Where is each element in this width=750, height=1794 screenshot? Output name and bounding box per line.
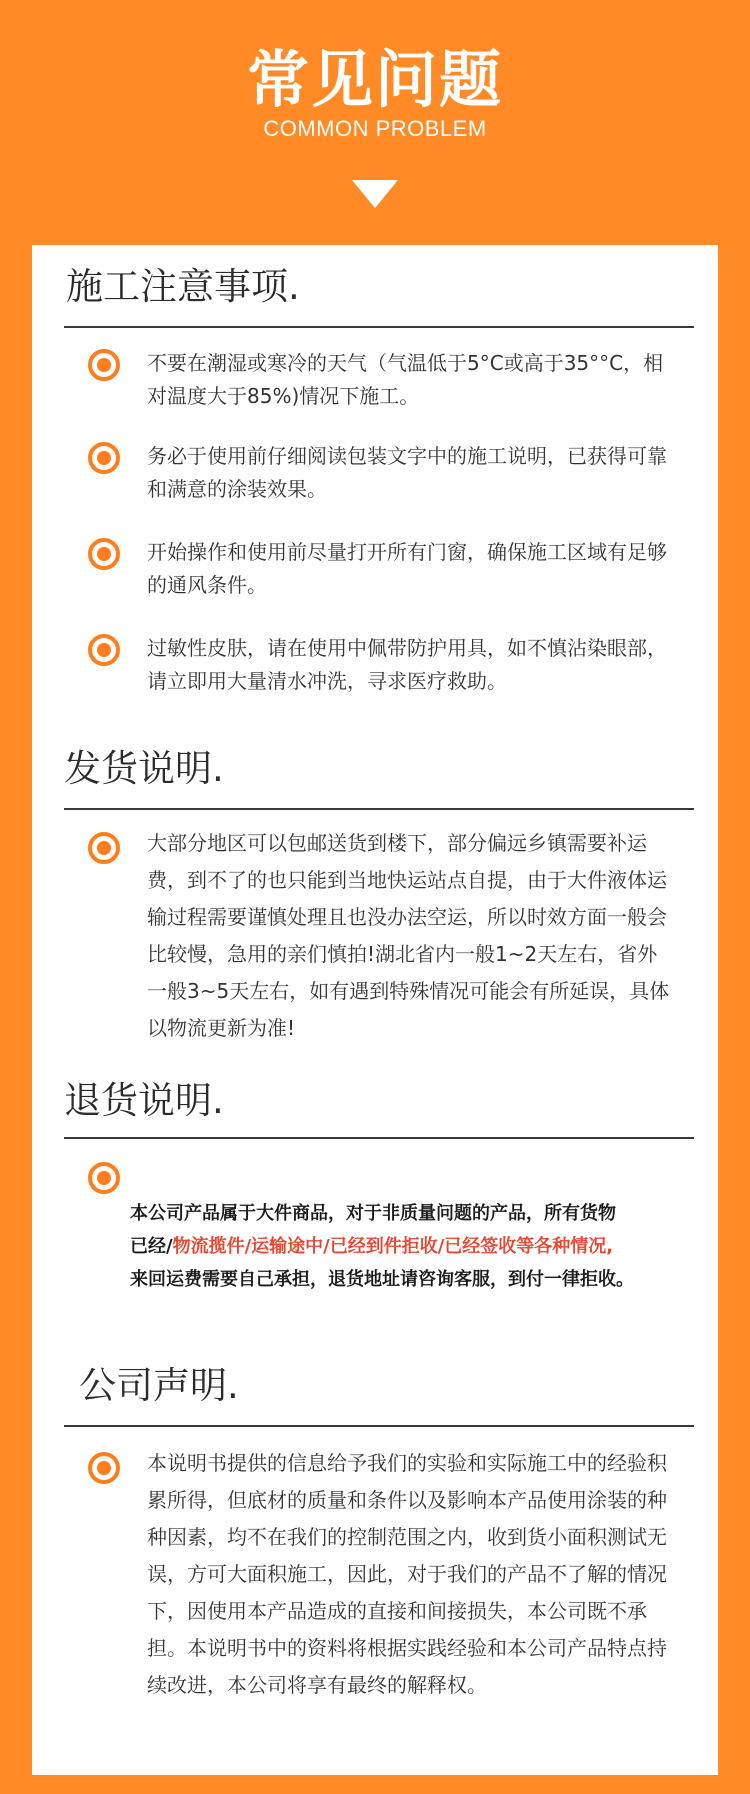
section-divider (64, 808, 694, 810)
statement-item-1: 本说明书提供的信息给予我们的实验和实际施工中的经验积累所得，但底材的质量和条件以及影响本产品使用涂装的种种因素，均不在我们的控制范围之内，收到货小面积测试无误，方可大面积施工，因此，对于我们的产品不了解的情况下，因使用本产品造成的直接和间接损失，本公司既不承担。本说明书中的资料将根据实践经验和本公司产品特点持续改进，本公司将享有最终的解释权。 (147, 1451, 667, 1697)
section-divider (64, 1425, 694, 1427)
section-title-construction: 施工注意事项. (66, 265, 300, 308)
target-circle-icon (88, 442, 120, 474)
triangle-down-icon (352, 180, 398, 208)
returns-notice-highlight: 物流揽件/运输途中/已经到件拒收/已经签收等各种情况, (172, 1236, 614, 1257)
returns-notice-line-2 (130, 1230, 692, 1263)
page-header (0, 0, 750, 245)
returns-notice-prefix: 已经/ (130, 1236, 173, 1257)
page-subtitle: COMMON PROBLEM (263, 116, 487, 141)
construction-item-2: 务必于使用前仔细阅读包装文字中的施工说明，已获得可靠和满意的涂装效果。 (147, 444, 667, 501)
target-circle-icon (88, 1452, 120, 1484)
shipping-item-1: 大部分地区可以包邮送货到楼下，部分偏远乡镇需要补运费，到不了的也只能到当地快运站点自提，由于大件液体运输过程需要谨慎处理且也没办法空运，所以时效方面一般会比较慢，急用的亲们慎拍!湖北省内一般1~2天左右，省外一般3~5天左右，如有遇到特殊情况可能会有所延误，具体以物流更新为准! (147, 831, 670, 1040)
returns-notice-line-3: 来回运费需要自己承担，退货地址请咨询客服，到付一律拒收。 (130, 1269, 634, 1290)
target-circle-icon (88, 349, 120, 381)
target-circle-icon (88, 832, 120, 864)
section-title-shipping: 发货说明. (64, 747, 224, 790)
section-title-returns: 退货说明. (64, 1079, 224, 1122)
construction-item-4: 过敏性皮肤，请在使用中佩带防护用具，如不慎沾染眼部，请立即用大量清水冲洗，寻求医疗救助。 (147, 636, 667, 693)
target-circle-icon (88, 634, 120, 666)
section-title-statement: 公司声明. (79, 1364, 239, 1407)
construction-item-3: 开始操作和使用前尽量打开所有门窗，确保施工区域有足够的通风条件。 (147, 540, 667, 597)
target-circle-icon (88, 538, 120, 570)
returns-notice (130, 1197, 692, 1296)
faq-card (32, 245, 718, 1775)
section-divider (64, 326, 694, 328)
construction-item-1: 不要在潮湿或寒冷的天气（气温低于5°C或高于35°°C，相对温度大于85%)情况下施工。 (147, 351, 664, 408)
returns-notice-line-1: 本公司产品属于大件商品，对于非质量问题的产品，所有货物 (130, 1203, 616, 1224)
page-title: 常见问题 (246, 43, 503, 116)
section-divider (64, 1137, 694, 1139)
target-circle-icon (88, 1162, 120, 1194)
